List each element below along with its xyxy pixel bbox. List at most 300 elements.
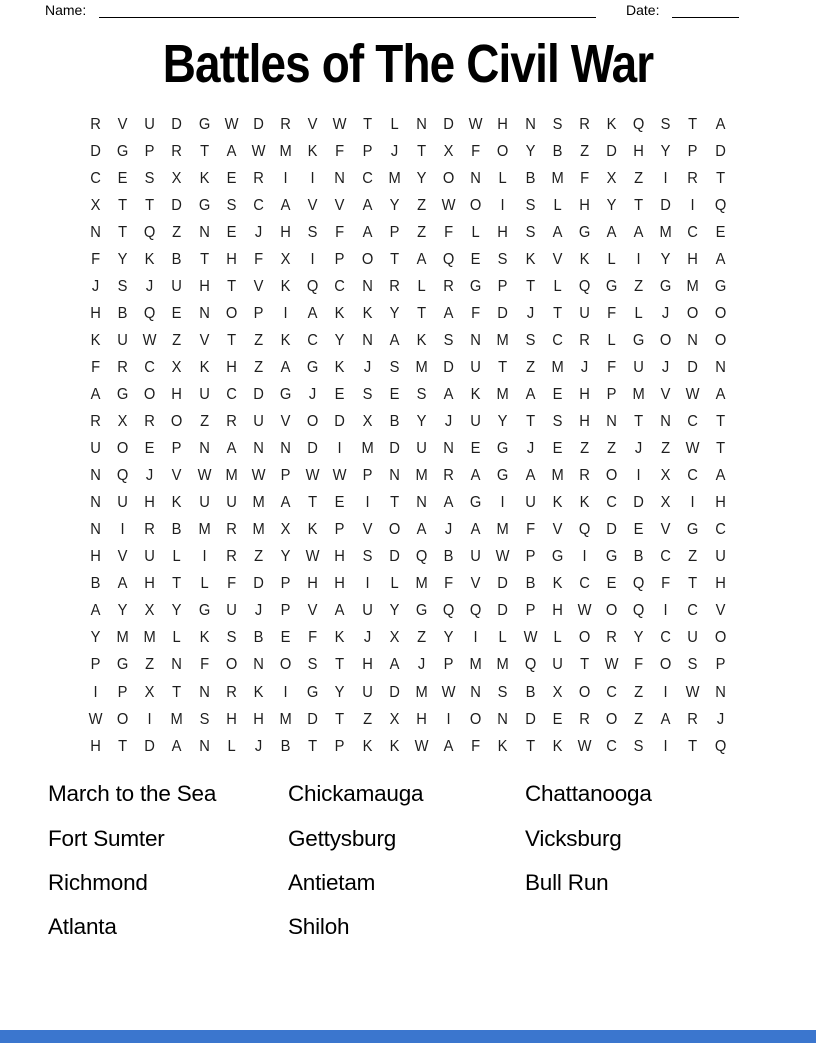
grid-letter: U: [714, 548, 726, 566]
grid-letter: U: [687, 629, 699, 647]
grid-letter: P: [498, 277, 508, 295]
grid-letter: H: [633, 142, 645, 160]
grid-letter: O: [578, 683, 591, 701]
grid-letter: R: [144, 521, 156, 539]
grid-letter: J: [146, 277, 154, 295]
grid-letter: Q: [442, 602, 455, 620]
grid-letter: V: [172, 467, 182, 485]
grid-letter: L: [607, 250, 616, 268]
grid-letter: R: [226, 683, 237, 701]
grid-letter: A: [633, 223, 644, 241]
grid-letter: P: [280, 575, 291, 593]
grid-letter: A: [470, 467, 481, 485]
grid-letter: X: [117, 413, 128, 431]
grid-letter: T: [335, 710, 345, 728]
grid-letter: V: [470, 575, 481, 593]
grid-letter: O: [660, 331, 672, 349]
grid-letter: E: [552, 440, 563, 458]
grid-letter: U: [470, 358, 482, 376]
grid-letter: S: [416, 385, 427, 403]
word-list-item: Chattanooga: [525, 781, 652, 807]
grid-letter: C: [579, 575, 590, 593]
grid-letter: Y: [335, 683, 345, 701]
grid-letter: A: [362, 223, 373, 241]
grid-letter: P: [389, 223, 400, 241]
grid-letter: H: [144, 494, 156, 512]
grid-letter: O: [279, 656, 292, 674]
date-label: Date:: [626, 2, 660, 18]
grid-letter: W: [305, 467, 320, 485]
grid-letter: D: [253, 385, 264, 403]
grid-letter: E: [470, 250, 481, 268]
grid-letter: G: [605, 548, 618, 566]
grid-letter: V: [307, 196, 318, 214]
word-list-item: Antietam: [288, 869, 376, 895]
grid-letter: S: [525, 331, 535, 349]
grid-letter: K: [335, 304, 345, 322]
grid-letter: Y: [660, 250, 671, 268]
grid-letter: B: [525, 169, 535, 187]
grid-letter: S: [525, 196, 535, 214]
grid-letter: U: [551, 656, 563, 674]
grid-letter: Z: [607, 440, 617, 458]
grid-letter: A: [335, 602, 345, 620]
grid-letter: M: [252, 494, 265, 512]
grid-letter: J: [444, 521, 453, 539]
grid-letter: V: [362, 521, 373, 539]
grid-letter: C: [606, 494, 617, 512]
grid-letter: J: [254, 223, 263, 241]
grid-letter: V: [552, 250, 563, 268]
grid-letter: M: [279, 710, 292, 728]
grid-letter: I: [500, 196, 505, 214]
grid-letter: F: [254, 250, 264, 268]
grid-letter: Q: [578, 521, 591, 539]
grid-letter: H: [198, 277, 210, 295]
grid-letter: B: [633, 548, 644, 566]
grid-letter: Z: [254, 358, 264, 376]
grid-letter: V: [280, 413, 291, 431]
grid-letter: S: [307, 223, 318, 241]
grid-letter: M: [632, 385, 645, 403]
grid-letter: T: [172, 683, 182, 701]
grid-letter: D: [497, 575, 509, 593]
grid-letter: X: [552, 683, 563, 701]
grid-letter: L: [172, 548, 182, 566]
grid-letter: K: [606, 115, 617, 133]
grid-letter: U: [144, 548, 156, 566]
grid-letter: K: [470, 385, 481, 403]
grid-letter: H: [334, 575, 346, 593]
grid-letter: Z: [579, 440, 589, 458]
grid-letter: F: [661, 575, 671, 593]
grid-letter: G: [578, 223, 591, 241]
grid-letter: X: [389, 629, 400, 647]
grid-letter: N: [606, 413, 617, 431]
grid-letter: A: [117, 575, 128, 593]
grid-letter: D: [660, 196, 672, 214]
grid-letter: K: [280, 331, 291, 349]
grid-letter: Y: [389, 602, 400, 620]
grid-letter: E: [606, 575, 617, 593]
grid-letter: M: [225, 467, 238, 485]
grid-letter: V: [199, 331, 210, 349]
grid-letter: Y: [606, 196, 617, 214]
grid-letter: A: [443, 304, 454, 322]
grid-letter: W: [333, 467, 347, 485]
grid-letter: A: [470, 521, 481, 539]
grid-letter: C: [144, 358, 156, 376]
grid-letter: N: [714, 683, 726, 701]
grid-letter: K: [199, 358, 210, 376]
grid-letter: Y: [389, 196, 400, 214]
grid-letter: W: [251, 467, 266, 485]
grid-letter: M: [415, 358, 428, 376]
grid-letter: Z: [362, 710, 372, 728]
grid-letter: J: [363, 358, 371, 376]
grid-letter: D: [253, 575, 264, 593]
grid-letter: P: [525, 602, 535, 620]
grid-letter: Y: [117, 602, 128, 620]
grid-letter: D: [524, 710, 536, 728]
grid-letter: U: [579, 304, 590, 322]
grid-letter: M: [252, 521, 265, 539]
grid-letter: H: [90, 548, 101, 566]
grid-letter: D: [687, 358, 699, 376]
word-list-item: Shiloh: [288, 914, 350, 940]
grid-letter: A: [389, 331, 400, 349]
grid-letter: T: [416, 304, 426, 322]
grid-letter: Z: [661, 440, 671, 458]
grid-letter: H: [579, 196, 590, 214]
grid-letter: N: [198, 683, 210, 701]
grid-letter: V: [335, 196, 345, 214]
grid-letter: V: [253, 277, 264, 295]
grid-letter: I: [310, 169, 315, 187]
grid-letter: Q: [307, 277, 319, 295]
grid-letter: H: [714, 575, 726, 593]
grid-letter: H: [687, 250, 699, 268]
grid-letter: H: [226, 710, 237, 728]
grid-letter: H: [226, 358, 237, 376]
grid-letter: H: [497, 223, 509, 241]
grid-letter: A: [280, 196, 291, 214]
grid-letter: K: [280, 277, 291, 295]
grid-letter: L: [498, 169, 508, 187]
grid-letter: Z: [579, 142, 589, 160]
grid-letter: K: [199, 629, 210, 647]
grid-letter: D: [606, 521, 617, 539]
grid-letter: O: [605, 710, 618, 728]
grid-letter: D: [171, 115, 183, 133]
grid-letter: K: [362, 304, 373, 322]
grid-letter: Q: [524, 656, 536, 674]
grid-letter: J: [716, 710, 724, 728]
grid-letter: A: [416, 521, 427, 539]
grid-letter: K: [552, 737, 563, 755]
grid-letter: W: [224, 115, 239, 133]
grid-letter: D: [171, 196, 183, 214]
grid-letter: X: [362, 413, 373, 431]
grid-letter: A: [226, 440, 237, 458]
grid-letter: M: [170, 710, 184, 728]
grid-letter: U: [144, 115, 156, 133]
grid-letter: T: [416, 142, 426, 160]
grid-letter: U: [470, 413, 482, 431]
grid-letter: B: [280, 737, 291, 755]
grid-letter: S: [144, 169, 155, 187]
grid-letter: S: [498, 683, 508, 701]
grid-letter: W: [197, 467, 212, 485]
grid-letter: B: [552, 142, 563, 160]
grid-letter: P: [117, 683, 128, 701]
grid-letter: G: [497, 467, 509, 485]
grid-letter: R: [579, 710, 590, 728]
grid-letter: K: [498, 737, 508, 755]
grid-letter: T: [118, 196, 128, 214]
grid-letter: U: [361, 602, 373, 620]
grid-letter: U: [226, 494, 237, 512]
grid-letter: E: [633, 521, 644, 539]
grid-letter: Z: [416, 223, 426, 241]
grid-letter: E: [715, 223, 726, 241]
grid-letter: S: [362, 385, 373, 403]
grid-letter: A: [525, 385, 535, 403]
grid-letter: U: [198, 385, 210, 403]
grid-letter: C: [660, 548, 672, 566]
grid-letter: Y: [525, 142, 535, 160]
grid-letter: H: [280, 223, 291, 241]
grid-letter: M: [551, 169, 564, 187]
grid-letter: S: [552, 413, 563, 431]
grid-letter: F: [471, 304, 481, 322]
grid-letter: Y: [172, 602, 182, 620]
grid-letter: R: [253, 169, 264, 187]
grid-letter: C: [334, 277, 346, 295]
grid-letter: N: [198, 223, 210, 241]
grid-letter: P: [90, 656, 101, 674]
grid-letter: U: [90, 440, 101, 458]
grid-letter: O: [361, 250, 373, 268]
grid-letter: B: [525, 575, 535, 593]
grid-letter: I: [120, 521, 125, 539]
grid-letter: L: [200, 575, 209, 593]
grid-letter: W: [468, 115, 483, 133]
grid-letter: E: [226, 169, 237, 187]
grid-letter: M: [496, 385, 510, 403]
grid-letter: T: [118, 737, 128, 755]
grid-letter: Y: [498, 413, 508, 431]
grid-letter: D: [714, 142, 726, 160]
grid-letter: H: [307, 575, 319, 593]
grid-letter: L: [172, 629, 182, 647]
grid-letter: L: [227, 737, 236, 755]
grid-letter: P: [606, 385, 617, 403]
grid-letter: L: [607, 331, 616, 349]
grid-letter: S: [362, 548, 373, 566]
grid-letter: P: [335, 250, 345, 268]
grid-letter: Z: [688, 548, 698, 566]
grid-letter: J: [526, 440, 534, 458]
grid-letter: W: [686, 385, 700, 403]
grid-letter: R: [90, 413, 101, 431]
grid-letter: K: [144, 250, 155, 268]
grid-letter: L: [498, 629, 508, 647]
grid-letter: G: [714, 277, 726, 295]
grid-letter: C: [226, 385, 237, 403]
grid-letter: Z: [634, 710, 644, 728]
grid-letter: R: [579, 115, 590, 133]
grid-letter: B: [525, 683, 535, 701]
grid-letter: W: [441, 683, 456, 701]
grid-letter: A: [280, 494, 291, 512]
grid-letter: A: [525, 467, 535, 485]
grid-letter: W: [604, 656, 619, 674]
grid-letter: P: [280, 602, 291, 620]
grid-letter: K: [416, 331, 427, 349]
grid-letter: A: [362, 196, 373, 214]
grid-letter: I: [283, 169, 288, 187]
grid-letter: F: [199, 656, 209, 674]
grid-letter: R: [443, 467, 454, 485]
grid-letter: A: [443, 737, 454, 755]
grid-letter: I: [636, 250, 641, 268]
grid-letter: A: [307, 304, 318, 322]
grid-letter: Q: [632, 575, 645, 593]
grid-letter: I: [690, 196, 696, 214]
grid-letter: S: [389, 358, 400, 376]
grid-letter: X: [389, 710, 400, 728]
grid-letter: U: [470, 548, 482, 566]
grid-letter: Q: [632, 602, 645, 620]
grid-letter: Q: [144, 304, 156, 322]
grid-letter: H: [144, 575, 156, 593]
grid-letter: R: [90, 115, 101, 133]
grid-letter: F: [607, 304, 617, 322]
grid-letter: J: [254, 602, 263, 620]
grid-letter: A: [90, 602, 101, 620]
grid-letter: J: [146, 467, 154, 485]
grid-letter: K: [335, 629, 345, 647]
grid-letter: D: [144, 737, 156, 755]
grid-letter: P: [253, 304, 264, 322]
grid-letter: V: [117, 115, 128, 133]
grid-letter: C: [660, 629, 672, 647]
grid-letter: H: [253, 710, 264, 728]
grid-letter: L: [471, 223, 480, 241]
grid-letter: U: [117, 331, 129, 349]
grid-letter: I: [365, 494, 370, 512]
grid-letter: T: [335, 656, 345, 674]
grid-letter: R: [226, 521, 237, 539]
grid-letter: U: [171, 277, 183, 295]
grid-letter: Q: [415, 548, 428, 566]
grid-letter: N: [198, 440, 210, 458]
grid-letter: M: [415, 575, 428, 593]
grid-letter: N: [90, 223, 101, 241]
grid-letter: T: [226, 331, 236, 349]
grid-letter: F: [444, 223, 454, 241]
grid-letter: W: [523, 629, 538, 647]
grid-letter: G: [415, 602, 428, 620]
name-blank-line: [99, 3, 596, 18]
grid-letter: P: [280, 467, 291, 485]
grid-letter: A: [443, 385, 454, 403]
grid-letter: P: [335, 737, 345, 755]
grid-letter: J: [635, 440, 643, 458]
grid-letter: S: [226, 629, 237, 647]
grid-letter: H: [579, 413, 590, 431]
grid-letter: T: [634, 413, 644, 431]
grid-letter: D: [497, 602, 509, 620]
grid-letter: T: [715, 440, 725, 458]
grid-letter: O: [660, 656, 672, 674]
grid-letter: Q: [632, 115, 645, 133]
grid-letter: L: [553, 196, 562, 214]
grid-letter: G: [551, 548, 563, 566]
grid-letter: O: [225, 304, 238, 322]
grid-letter: G: [116, 656, 129, 674]
grid-letter: M: [415, 467, 428, 485]
grid-letter: S: [226, 196, 237, 214]
grid-letter: I: [582, 548, 587, 566]
grid-letter: J: [363, 629, 371, 647]
grid-letter: T: [525, 413, 535, 431]
grid-letter: R: [226, 413, 237, 431]
grid-letter: O: [497, 142, 509, 160]
grid-letter: T: [362, 115, 372, 133]
grid-letter: R: [687, 710, 699, 728]
grid-letter: T: [688, 115, 698, 133]
grid-letter: W: [577, 602, 592, 620]
grid-letter: Z: [634, 683, 644, 701]
grid-letter: A: [172, 737, 182, 755]
grid-letter: A: [90, 385, 101, 403]
grid-letter: R: [606, 629, 617, 647]
grid-letter: N: [171, 656, 183, 674]
grid-letter: N: [470, 331, 482, 349]
grid-letter: R: [443, 277, 454, 295]
grid-letter: Z: [172, 223, 182, 241]
grid-letter: W: [305, 548, 320, 566]
grid-letter: A: [606, 223, 617, 241]
grid-letter: I: [663, 169, 668, 187]
grid-letter: U: [633, 358, 645, 376]
grid-letter: K: [253, 683, 264, 701]
grid-letter: C: [253, 196, 264, 214]
word-list-item: Chickamauga: [288, 781, 424, 807]
grid-letter: D: [497, 304, 509, 322]
grid-letter: A: [715, 115, 726, 133]
grid-letter: X: [172, 169, 182, 187]
grid-letter: E: [470, 440, 481, 458]
grid-letter: K: [307, 521, 318, 539]
grid-letter: F: [226, 575, 236, 593]
grid-letter: M: [496, 521, 510, 539]
grid-letter: U: [253, 413, 264, 431]
grid-letter: J: [444, 413, 453, 431]
grid-letter: E: [226, 223, 237, 241]
grid-letter: Q: [714, 196, 726, 214]
word-list-item: Vicksburg: [525, 825, 622, 851]
grid-letter: M: [551, 467, 564, 485]
grid-letter: Z: [254, 331, 264, 349]
grid-letter: C: [90, 169, 101, 187]
grid-letter: T: [389, 494, 399, 512]
grid-letter: O: [442, 169, 455, 187]
grid-letter: L: [553, 629, 562, 647]
grid-letter: S: [443, 331, 454, 349]
